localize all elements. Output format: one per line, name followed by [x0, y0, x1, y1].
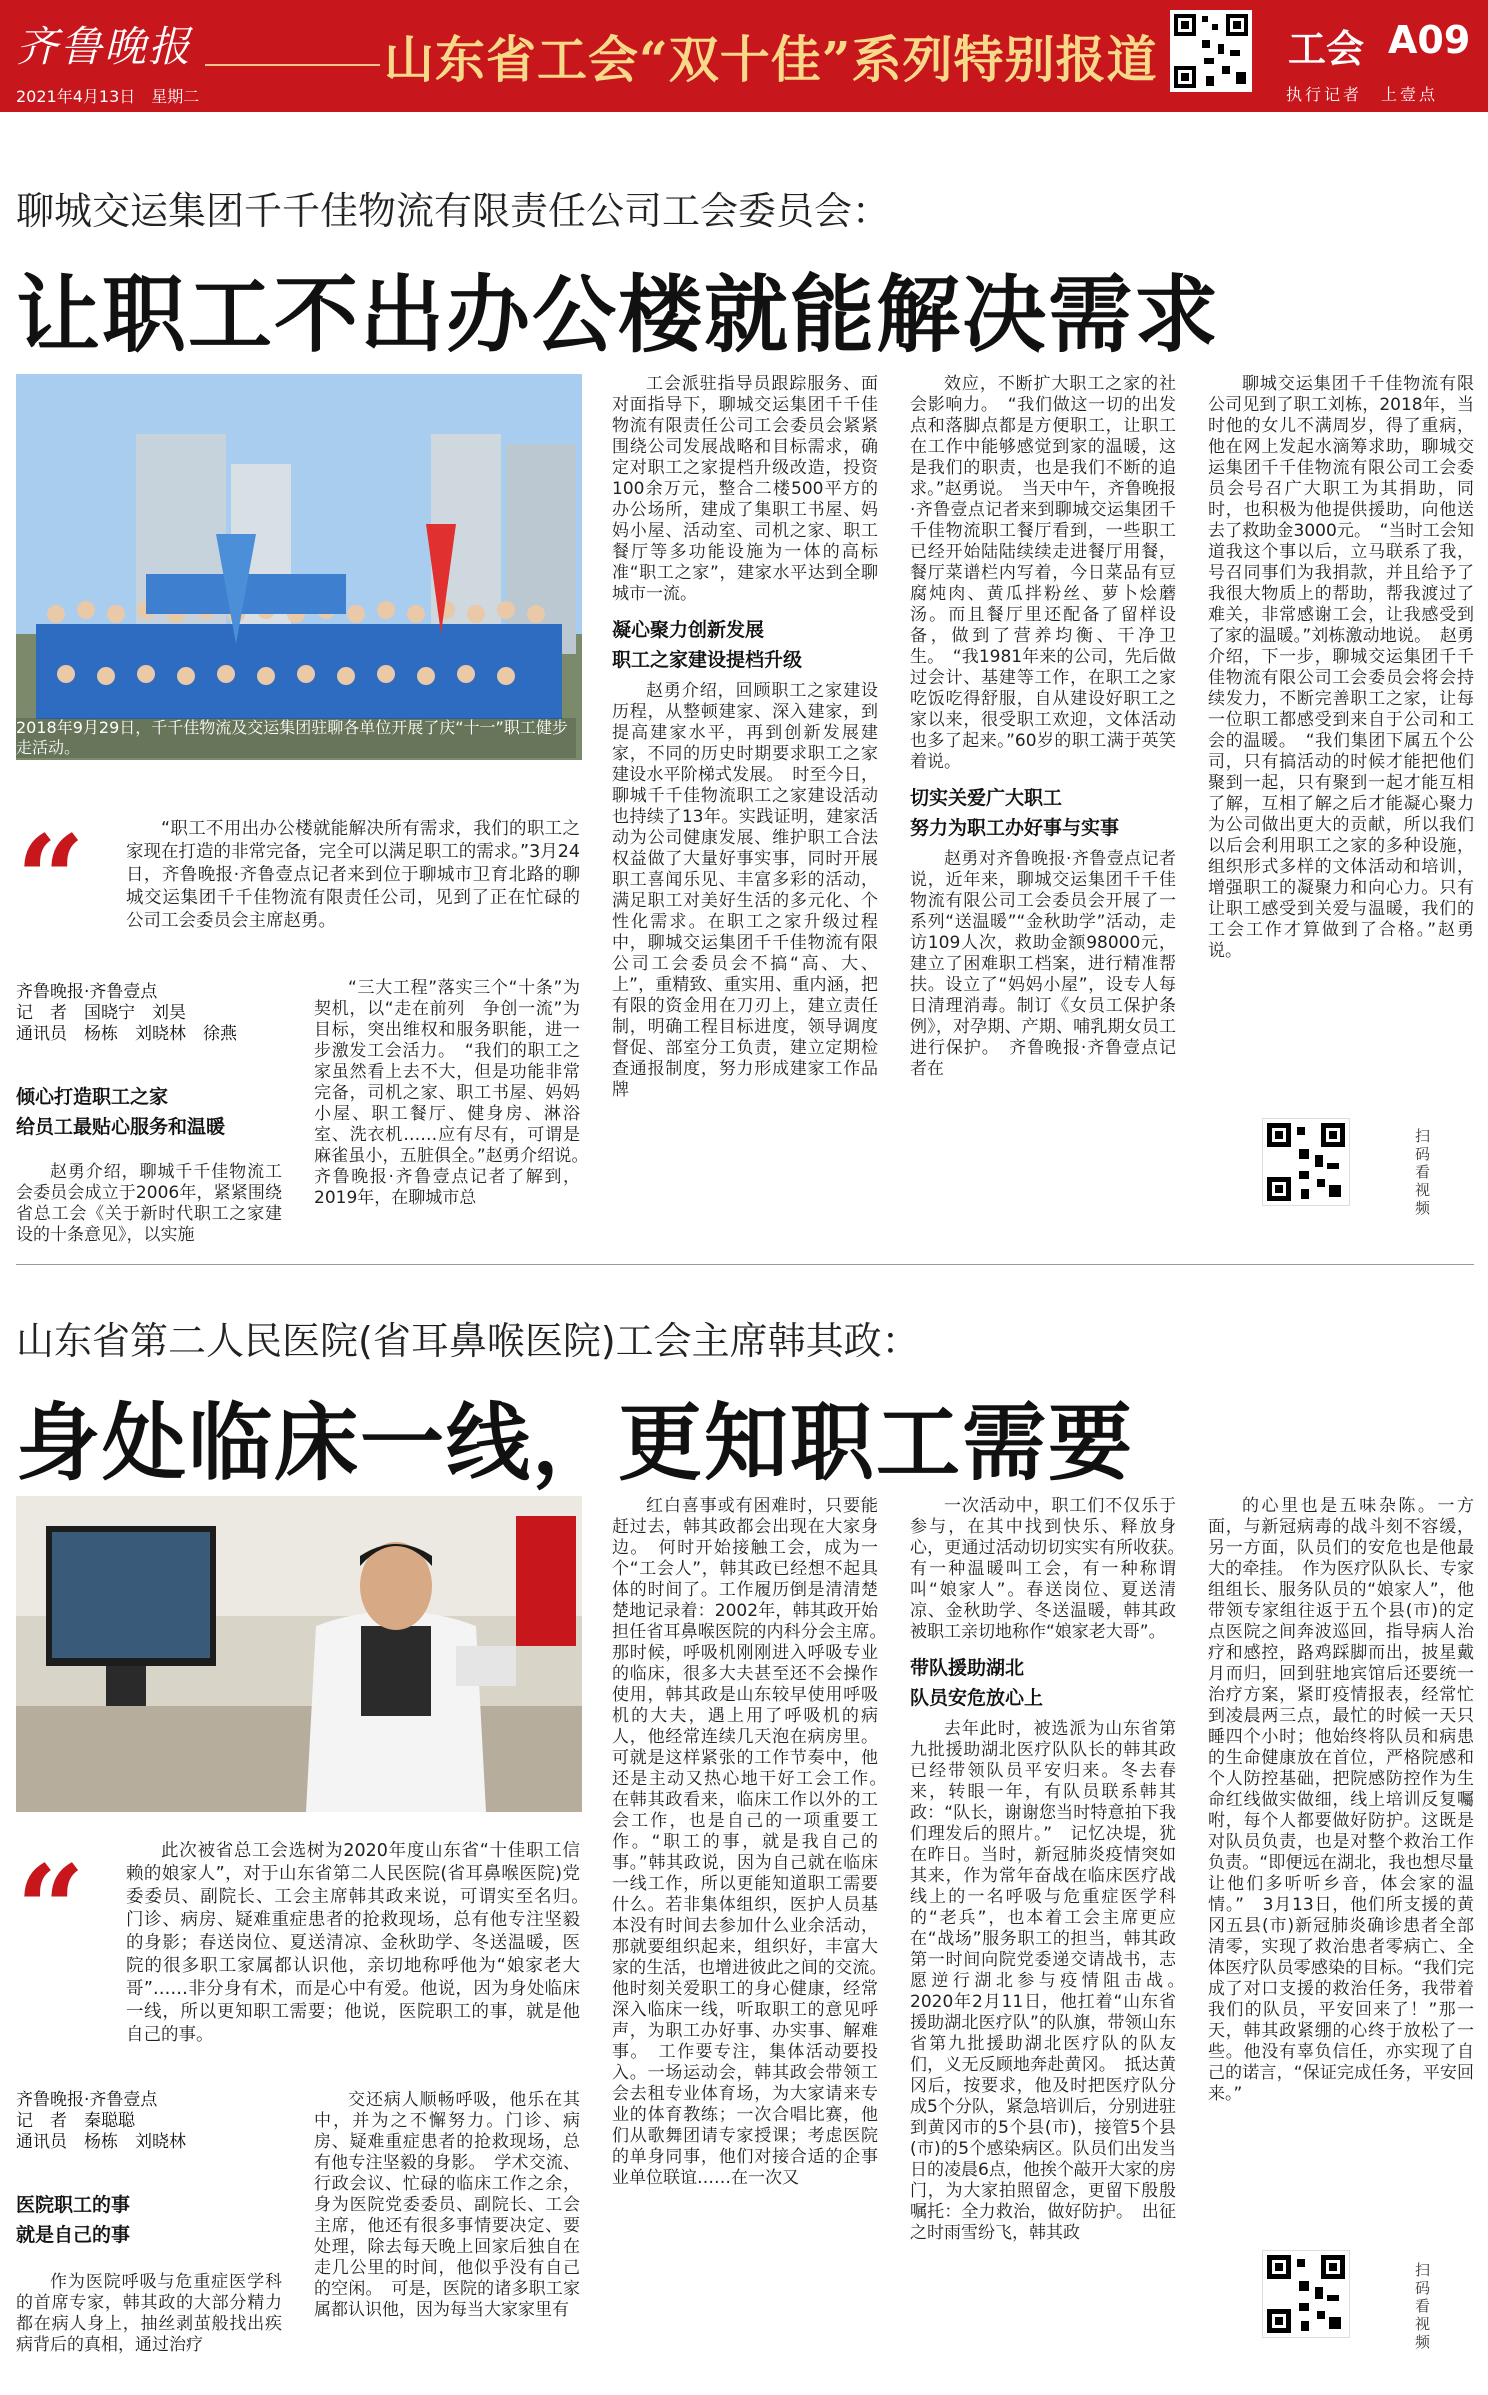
article2-headline: 身处临床一线，更知职工需要 [16, 1394, 1135, 1492]
scan-video-label: 扫码看视频 [1413, 2262, 1431, 2352]
byline-reporters: 记 者 秦聪聪 [16, 2111, 135, 2131]
video-qr-code-icon[interactable] [1262, 2250, 1350, 2338]
paragraph: 红白喜事或有困难时，只要能赶过去，韩其政都会出现在大家身边。 何时开始接触工会，成为一个“工会人”，韩其政已经想不起具体的时间了。工作履历倒是清清楚楚地记录着：2002年，韩其政开始担任省耳鼻喉医院的内科分会主席。 那时候，呼吸机刚刚进入呼吸专业的临床，很多大夫甚至还不会操作使用，韩其政是山东较早使用呼吸机的大夫，遇上用了呼吸机的病人，他经常连续几天泡在病房里。可就是这样紧张的工作节奏中，他还是主动又热心地干好工会工作。 在韩其政看来，临床工作以外的工会工作，也是自己的一项重要工作。“职工的事，就是我自己的事。”韩其政说，因为自己就在临床一线工作，所以更能知道职工需要什么。若非集体组织，医护人员基本没有时间去参加什么业余活动，那就要组织起来，组织好，丰富大家的生活，也增进彼此之间的交流。 他时刻关爱职工的身心健康，经常深入临床一线，听取职工的意见呼声，为职工办好事、办实事、解难事。 工作要专注，集体活动要投入。一场运动会，韩其政会带领工会去租专业体育场，为大家请来专业的体育教练；一次合唱比赛，他们从歌舞团请专家授课；考虑医院的单身同事，他们对接合适的企事业单位联谊……在一次又 [612, 1496, 895, 2188]
subhead-line: 凝心聚力创新发展 [612, 619, 765, 641]
subhead-line: 切实关爱广大职工 [910, 787, 1063, 809]
paragraph: 赵勇介绍，回顾职工之家建设历程，从整顿建家、深入建家，到提高建家水平，再到创新发展建家，不同的历史时期要求职工之家建设水平阶梯式发展。 时至今日，聊城千千佳物流职工之家建设活动也持续了13年。实践证明，建家活动为公司健康发展、维护职工合法权益做了大量好事实事，同时开展职工喜闻乐见、丰富多彩的活动，满足职工对美好生活的多元化、个性化需求。在职工之家升级过程中，聊城交运集团千千佳物流有限公司工会委员会不搞“高、大、上”，重精致、重实用、重内涵，把有限的资金用在刀刃上，建立责任制，明确工程目标进度，领导调度督促、部室分工负责，建立定期检查通报制度，努力形成建家工作品牌 [612, 681, 878, 1100]
editor-credit: 执行记者 上壹点 [1286, 85, 1439, 104]
paragraph: 去年此时，被选派为山东省第九批援助湖北医疗队队长的韩其政已经带领队员平安归来。冬去春来，转眼一年，有队员联系韩其政：“队长，谢谢您当时特意拍下我们理发后的照片。” 记忆决堤，犹在昨日。当时，新冠肺炎疫情突如其来，作为常年奋战在临床医疗战线上的一名呼吸与危重症医学科的“老兵”，也本着工会主席更应在“战场”服务职工的担当，韩其政第一时间向院党委递交请战书，志愿逆行湖北参与疫情阻击战。 2020年2月11日，他扛着“山东省援助湖北医疗队”的队旗，带领山东省第九批援助湖北医疗队的队友们，义无反顾地奔赴黄冈。 抵达黄冈后，按要求，他及时把医疗队分成5个分队，紧急培训后，分别进驻到黄冈市的5个县(市)，接管5个县(市)的5个感染病区。队员们出发当日的凌晨6点，他挨个敲开大家的房门，为大家拍照留念，更留下殷殷嘱托：全力救治，做好防护。 出征之时雨雪纷飞，韩其政 [910, 1719, 1193, 2243]
subhead-line: 给员工最贴心服务和温暖 [16, 1116, 226, 1138]
article1-photo-caption: 2018年9月29日，千千佳物流及交运集团驻聊各单位开展了庆“十一”职工健步走活动。 [16, 718, 576, 758]
subhead-line: 努力为职工办好事与实事 [910, 817, 1120, 839]
masthead-divider [205, 64, 380, 66]
article2-column-4 [910, 1496, 1193, 2244]
article1-subhead-3 [910, 783, 1176, 843]
byline-outlet: 齐鲁晚报·齐鲁壹点 [16, 2090, 158, 2110]
article1-column-3 [612, 374, 878, 1101]
paragraph: 聊城交运集团千千佳物流有限公司见到了职工刘栋，2018年，当时他的女儿不满周岁，得了重病，他在网上发起水滴筹求助，聊城交运集团千千佳物流有限公司工会委员会号召广大职工为其捐助，同时，也积极为他提供援助，向他送去了救助金3000元。 “当时工会知道我这个事以后，立马联系了我，号召同事们为我捐款，并且给予了我很大物质上的帮助，帮我渡过了难关，非常感谢工会，让我感受到了家的温暖。”刘栋激动地说。 赵勇介绍，下一步，聊城交运集团千千佳物流有限公司工会委员会将会持续发力，不断完善职工之家，让每一位职工都感受到来自于公司和工会的温暖。 “我们集团下属五个公司，只有搞活动的时候才能把他们聚到一起，只有聚到一起才能互相了解，互相了解之后才能凝心聚力为公司做出更大的贡献，所以我们以后会利用职工之家的多种设施，组织形式多样的文体活动和培训，增强职工的凝聚力和向心力。只有让职工感受到关爱与温暖，我们的工会工作才算做到了合格。”赵勇说。 [1208, 374, 1474, 961]
paragraph: “三大工程”落实三个“十条”为契机，以“走在前列 争创一流”为目标，突出维权和服务职能，进一步激发工会活力。 “我们的职工之家虽然看上去不大，但是功能非常完备，司机之家、职工书屋、妈妈小屋、职工餐厅、健身房、淋浴室、洗衣机……应有尽有，可谓是麻雀虽小，五脏俱全。”赵勇介绍说。 齐鲁晚报·齐鲁壹点记者了解到，2019年，在聊城市总 [314, 978, 597, 1208]
article-divider [16, 1264, 1474, 1265]
article1-column-1 [16, 1162, 282, 1246]
issue-date: 2021年4月13日 星期二 [16, 87, 200, 106]
subhead-line: 医院职工的事 [16, 2194, 131, 2216]
byline-correspondents: 通讯员 杨栋 刘晓林 徐燕 [16, 1024, 237, 1044]
article1-subhead-2 [612, 615, 878, 675]
section-name: 工会 [1288, 27, 1365, 71]
paragraph: 效应，不断扩大职工之家的社会影响力。 “我们做这一切的出发点和落脚点都是方便职工，让职工在工作中能够感觉到家的温暖，这是我们的职责，也是我们不断的追求。”赵勇说。 当天中午，齐鲁晚报·齐鲁壹点记者来到聊城交运集团千千佳物流职工餐厅看到，一些职工已经开始陆陆续续走进餐厅用餐，餐厅菜谱栏内写着，今日菜品有豆腐炖肉、黄瓜拌粉丝、萝卜烩蘑汤。而且餐厅里还配备了留样设备，做到了营养均衡、干净卫生。 “我1981年来的公司，先后做过会计、基建等工作，在职工之家吃饭吃得舒服，自从建设好职工之家以来，很受职工欢迎，文体活动也多了起来。”60岁的职工满于英笑着说。 [910, 374, 1176, 772]
article2-byline [16, 2090, 266, 2153]
article2-photo [16, 1496, 582, 1812]
qr-code-icon[interactable] [1170, 10, 1252, 92]
subhead-line: 倾心打造职工之家 [16, 1086, 169, 1108]
article1-headline: 让职工不出办公楼就能解决需求 [16, 266, 1221, 364]
subhead-line: 带队援助湖北 [910, 1657, 1025, 1679]
subhead-line: 职工之家建设提档升级 [612, 649, 803, 671]
page-number: A09 [1388, 18, 1471, 62]
paragraph: 作为医院呼吸与危重症医学科的首席专家，韩其政的大部分精力都在病人身上，抽丝剥茧般找出疾病背后的真相，通过治疗 [16, 2272, 282, 2355]
article1-subhead-1 [16, 1082, 276, 1142]
article1-column-4 [910, 374, 1176, 1080]
paragraph: 工会派驻指导员跟踪服务、面对面指导下，聊城交运集团千千佳物流有限责任公司工会委员会紧紧围绕公司发展战略和目标需求，确定对职工之家提档升级改造，投资100余万元，整合二楼500平方的办公场所，建成了集职工书屋、妈妈小屋、活动室、司机之家、职工餐厅等多功能设施为一体的高标准“职工之家”，建家水平达到全聊城市一流。 [612, 374, 878, 604]
series-title: 山东省工会“双十佳”系列特别报道 [384, 30, 1158, 89]
article2-subhead-2 [910, 1653, 1176, 1713]
article1-lead-quote: “职工不用出办公楼就能解决所有需求，我们的职工之家现在打造的非常完备，完全可以满足职工的需求。”3月24日，齐鲁晚报·齐鲁壹点记者来到位于聊城市卫育北路的聊城交运集团千千佳物流有限责任公司，见到了正在忙碌的公司工会委员会主席赵勇。 [126, 819, 580, 931]
article2-column-1 [16, 2272, 282, 2356]
newspaper-logo: 齐鲁晚报 [16, 22, 193, 71]
article2-subhead-1 [16, 2190, 276, 2250]
subhead-line: 队员安危放心上 [910, 1687, 1044, 1709]
article2-column-2 [314, 2090, 580, 2321]
byline-correspondents: 通讯员 杨栋 刘晓林 [16, 2132, 186, 2152]
article2-column-3 [612, 1496, 895, 2189]
article1-byline [16, 982, 266, 1045]
video-qr-code-icon[interactable] [1262, 1118, 1350, 1206]
quote-mark-icon: “ [16, 809, 86, 950]
article2-kicker: 山东省第二人民医院(省耳鼻喉医院)工会主席韩其政： [16, 1319, 920, 1363]
paragraph: 交还病人顺畅呼吸，他乐在其中，并为之不懈努力。门诊、病房、疑难重症患者的抢救现场，总有他专注坚毅的身影。 学术交流、行政会议、忙碌的临床工作之余，身为医院党委委员、副院长、工会主席，他还有很多事情要决定、要处理，除去每天晚上回家后独自在走几公里的时间，他似乎没有自己的空闲。 可是，医院的诸多职工家属都认识他，因为每当大家家里有 [314, 2090, 580, 2320]
paragraph: 一次活动中，职工们不仅乐于参与，在其中找到快乐、释放身心，更通过活动切切实实有所收获。 有一种温暖叫工会，有一种称谓叫“娘家人”。春送岗位、夏送清凉、金秋助学、冬送温暖，韩其政被职工亲切地称作“娘家老大哥”。 [910, 1496, 1193, 1642]
article2-lead-quote: 此次被省总工会选树为2020年度山东省“十佳职工信赖的娘家人”，对于山东省第二人民医院(省耳鼻喉医院)党委委员、副院长、工会主席韩其政来说，可谓实至名归。 门诊、病房、疑难重症患者的抢救现场，总有他专注坚毅的身影；春送岗位、夏送清凉、金秋助学、冬送温暖，医院的很多职工家属都认识他，亲切地称呼他为“娘家老大哥”……非分身有术，而是心中有爱。他说，因为身处临床一线，所以更知职工需要；他说，医院职工的事，就是他自己的事。 [126, 1841, 598, 2045]
paragraph: 赵勇介绍，聊城千千佳物流工会委员会成立于2006年，紧紧围绕省总工会《关于新时代职工之家建设的十条意见》，以实施 [16, 1162, 282, 1245]
byline-outlet: 齐鲁晚报·齐鲁壹点 [16, 982, 158, 1002]
article1-column-2 [314, 978, 597, 1209]
article1-kicker: 聊城交运集团千千佳物流有限责任公司工会委员会： [16, 189, 891, 233]
subhead-line: 就是自己的事 [16, 2224, 131, 2246]
paragraph: 的心里也是五味杂陈。一方面，与新冠病毒的战斗刻不容缓，另一方面，队员们的安危也是他最大的牵挂。 作为医疗队队长、专家组组长、服务队员的“娘家人”，他带领专家组往返于五个县(市)的定点医院之间奔波巡回，指导病人治疗和感控，路鸡踩脚而出，披星戴月而归，回到驻地宾馆后还要统一治疗方案，紧盯疫情报表，经常忙到凌晨两三点，最忙的时候一天只睡四个小时；他始终将队员和病患的生命健康放在首位，严格院感和个人防控基础，把院感防控作为生命红线做实做细，线上培训反复囑咐，每个人都要做好防护。这既是对队员负责，也是对整个救治工作负责。“即便远在湖北，我也想尽量让他们多听听乡音，体会家的温情。” 3月13日，他们所支援的黄冈五县(市)新冠肺炎确诊患者全部清零，实现了救治患者零病亡、全体医疗队员零感染的目标。“我们完成了对口支援的救治任务，我带着我们的队员，平安回来了！”那一天，韩其政紧绷的心终于放松了一些。他没有辜负信任，亦实现了自己的诺言，“保证完成任务，平安回来。” [1208, 1496, 1474, 2104]
quote-mark-icon: “ [16, 1839, 86, 1980]
article2-column-5 [1208, 1496, 1474, 2105]
article1-column-5 [1208, 374, 1474, 962]
paragraph: 赵勇对齐鲁晚报·齐鲁壹点记者说，近年来，聊城交运集团千千佳物流有限公司工会委员会开展了一系列“送温暖”“金秋助学”活动，走访109人次，救助金额98000元，建立了困难职工档案，进行精准帮扶。设立了“妈妈小屋”，设专人每日清理消毒。制订《女员工保护条例》，对孕期、产期、哺乳期女员工进行保护。 齐鲁晚报·齐鲁壹点记者在 [910, 849, 1176, 1079]
article1-photo [16, 374, 582, 760]
scan-video-label: 扫码看视频 [1413, 1128, 1431, 1218]
byline-reporters: 记 者 国晓宁 刘昊 [16, 1003, 186, 1023]
